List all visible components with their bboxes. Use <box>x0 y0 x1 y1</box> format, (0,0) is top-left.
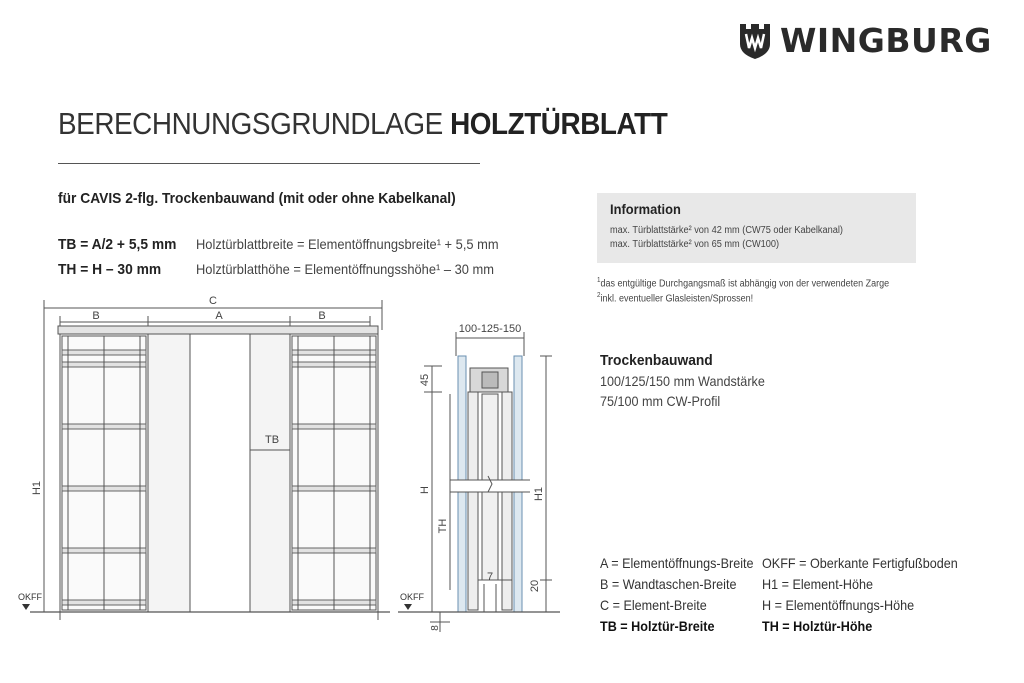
dim-label-45: 45 <box>419 373 431 387</box>
dim-label-width: 100-125-150 <box>458 323 522 335</box>
okff-marker-icon <box>404 604 412 610</box>
okff-marker-icon <box>22 604 30 610</box>
brand-name: WINGBURG <box>780 20 992 60</box>
dim-label-a: A <box>215 310 223 322</box>
wall-line: 100/125/150 mm Wandstärke <box>600 373 765 389</box>
legend-item: H1 = Element-Höhe <box>762 576 874 592</box>
dim-label-20: 20 <box>529 579 541 593</box>
info-heading: Information <box>610 201 681 217</box>
subtitle: für CAVIS 2-flg. Trockenbauwand (mit oder ohne Kabelkanal) <box>58 190 456 207</box>
title-light: BERECHNUNGSGRUNDLAGE <box>58 106 443 141</box>
dim-label-8: 8 <box>430 625 441 631</box>
dim-label-b-left: B <box>92 310 100 322</box>
formula-text: Holztürblattbreite = Elementöffnungsbreite¹ + 5,5 mm <box>196 236 499 252</box>
formula-key: TB = A/2 + 5,5 mm <box>58 236 177 253</box>
dim-label-c: C <box>209 295 217 307</box>
dim-label-b-right: B <box>318 310 326 322</box>
legend-item: TH = Holztür-Höhe <box>762 618 873 634</box>
footnote-1: $^1$das entgültige Durchgangsmaß ist abhängig von der verwendeten Zarge <box>597 277 890 290</box>
legend-item: OKFF = Oberkante Fertigfußboden <box>762 555 958 571</box>
wall-line: 75/100 mm CW-Profil <box>600 393 721 409</box>
dim-label-h1: H1 <box>31 480 43 496</box>
dim-label-th: TH <box>437 518 449 534</box>
okff-label-section: OKFF <box>400 592 424 602</box>
legend-item: H = Elementöffnungs-Höhe <box>762 597 915 613</box>
title-bold: HOLZTÜRBLATT <box>450 106 668 141</box>
okff-label: OKFF <box>18 592 42 602</box>
dim-label-7: 7 <box>486 571 494 583</box>
legend-item: C = Element-Breite <box>600 597 707 613</box>
info-line: max. Türblattstärke² von 65 mm (CW100) <box>610 239 780 250</box>
dim-label-h: H <box>419 486 431 494</box>
formula-key: TH = H – 30 mm <box>58 261 162 278</box>
wall-heading: Trockenbauwand <box>600 352 713 369</box>
dim-label-tb: TB <box>264 434 280 446</box>
legend-item: A = Elementöffnungs-Breite <box>600 555 754 571</box>
formula-text: Holztürblatthöhe = Elementöffnungsshöhe¹ – 30 mm <box>196 261 494 277</box>
front-elevation <box>30 300 390 620</box>
legend-item: TB = Holztür-Breite <box>600 618 715 634</box>
legend-item: B = Wandtaschen-Breite <box>600 576 737 592</box>
footnote-2: $^2$inkl. eventueller Glasleisten/Sprossen! <box>597 292 754 305</box>
dim-label-h1-section: H1 <box>533 486 545 502</box>
info-line: max. Türblattstärke² von 42 mm (CW75 oder Kabelkanal) <box>610 225 843 236</box>
